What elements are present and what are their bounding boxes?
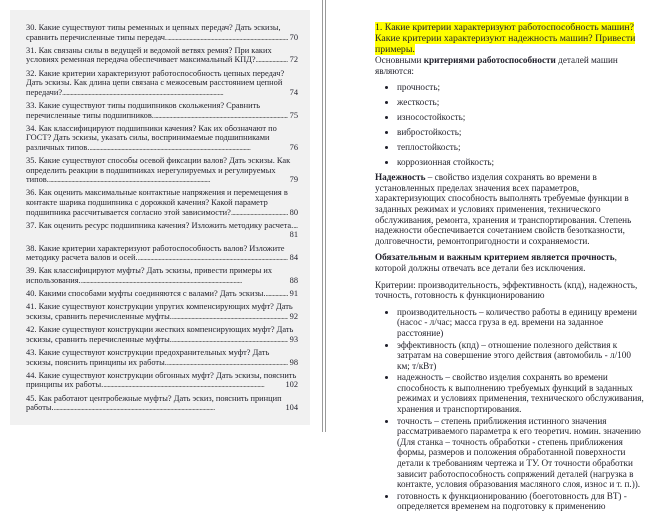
toc-page-number: 104 bbox=[285, 403, 298, 413]
intro-text: Основными bbox=[375, 55, 424, 65]
toc-page-number: 74 bbox=[289, 87, 298, 97]
toc-page bbox=[10, 10, 310, 425]
intro-bold: критериями работоспособности bbox=[423, 55, 556, 65]
toc-entry[interactable] bbox=[26, 124, 298, 153]
toc-page-number: 88 bbox=[289, 276, 298, 285]
toc-entry[interactable] bbox=[26, 156, 298, 185]
toc-entry[interactable] bbox=[26, 289, 298, 299]
toc-entry-text: 39. Как классифицируют муфты? Дать эскизы, привести примеры их использования. . . . bbox=[26, 266, 272, 285]
toc-entry[interactable] bbox=[26, 325, 298, 344]
toc-entry-text: 40. Какими способами муфты соединяются с валами? Дать эскизы. . . . bbox=[26, 289, 266, 298]
toc-page-number: 80 bbox=[289, 207, 298, 217]
toc-entry[interactable] bbox=[26, 394, 298, 413]
toc-entry-text: 33. Какие существуют типы подшипников скольжения? Сравнить перечисленные типы подшипников. . . . bbox=[26, 101, 260, 120]
toc-page-number: 84 bbox=[289, 253, 298, 263]
toc-entry-text: 43. Какие существуют конструкции предохранительных муфт? Дать эскизы, пояснить принципы их работы. . . . bbox=[26, 348, 269, 367]
list-item: • жесткость; bbox=[397, 97, 645, 107]
criteria-list bbox=[375, 82, 645, 167]
toc-page-number: 79 bbox=[289, 175, 298, 185]
list-item: • производительность – количество работы в единицу времени (насос - л/час; масса груза в ед. времени на заданное расстояние) bbox=[397, 307, 645, 339]
toc-entry[interactable] bbox=[26, 266, 298, 285]
section-heading bbox=[375, 22, 645, 55]
strength-text: , которой должны отвечать все детали без исключения. bbox=[375, 252, 617, 273]
list-item: • прочность; bbox=[397, 82, 645, 92]
list-item: • износостойкость; bbox=[397, 112, 645, 122]
toc-page-number: 93 bbox=[289, 334, 298, 344]
list-item: • надежность – свойство изделия сохранять во времени способность к выполнению требуемых функций в заданных режимах и условиях применения, технического обслуживания, хранения и транспортирования. bbox=[397, 372, 645, 414]
toc-page-number: 92 bbox=[289, 311, 298, 321]
toc-page-number: 76 bbox=[289, 142, 298, 152]
toc-page-number: 75 bbox=[289, 110, 298, 120]
toc-entry-text: 36. Как оценить максимальные контактные напряжения и перемещения в контакте шарика подшипника с дорожкой качения? Какой параметр подшипника рассчитывается согласно этой зависимости? . . . bbox=[26, 188, 288, 216]
reliability-paragraph bbox=[375, 172, 645, 246]
toc-entry[interactable] bbox=[26, 101, 298, 120]
toc-entry-text: 31. Как связаны силы в ведущей и ведомой ветвях ремня? При каких условиях ременная передача обеспечивает максимальный КПД? . . . bbox=[26, 46, 272, 65]
toc-entry[interactable] bbox=[26, 221, 298, 240]
reliability-term: Надежность bbox=[375, 172, 426, 183]
toc-page-number: 70 bbox=[289, 32, 298, 42]
toc-entry-text: 42. Какие существуют конструкции жестких компенсирующих муфт? Дать эскизы, сравнить перечисленные муфты. . . . bbox=[26, 325, 293, 344]
list-item: • коррозионная стойкость; bbox=[397, 157, 645, 167]
strength-paragraph bbox=[375, 252, 645, 273]
toc-entry-text: 37. Как оценить ресурс подшипника качения? Изложить методику расчета. . . . bbox=[26, 221, 293, 230]
intro-paragraph bbox=[375, 55, 645, 76]
toc-entry[interactable] bbox=[26, 371, 298, 390]
toc-entry[interactable] bbox=[26, 348, 298, 367]
toc-entry[interactable] bbox=[26, 302, 298, 321]
toc-page-number: 81 bbox=[289, 230, 298, 240]
toc-entry-text: 41. Какие существуют конструкции упругих компенсирующих муфт? Дать эскизы, сравнить перечисленные муфты. . . . bbox=[26, 302, 293, 321]
list-item: • готовность к функционированию (боеготовность для ВТ) - определяется временем на подготовку к применению bbox=[397, 491, 645, 512]
intro-text-end: деталей машин являются: bbox=[375, 55, 618, 76]
toc-page-number: 91 bbox=[289, 289, 298, 299]
toc-page-number: 72 bbox=[289, 55, 298, 65]
toc-page-number: 102 bbox=[285, 380, 298, 390]
toc-entry-text: 44. Какие существуют конструкции обгонных муфт? Дать эскизы, пояснить принципы их работы. . . . bbox=[26, 371, 296, 390]
list-item: • теплостойкость; bbox=[397, 142, 645, 152]
toc-entry-text: 30. Какие существуют типы ременных и цепных передач? Дать эскизы, сравнить перечисленные типы передач. . . . bbox=[26, 23, 281, 42]
reliability-text: – свойство изделия сохранять во времени в установленных пределах значения всех параметров, характеризующих способность выполнять требуемые функции в заданных режимах и условиях применения, технического обслуживания, ремонта, хранения и транспортирования. Степень надежности обеспечивается сочетанием свойств безотказности, долговечности, ремонтопригодности и сохраняемости. bbox=[375, 172, 632, 246]
toc-entry[interactable] bbox=[26, 46, 298, 65]
toc-entry[interactable] bbox=[26, 188, 298, 217]
toc-entry[interactable] bbox=[26, 23, 298, 42]
toc-entry-text: 35. Какие существуют способы осевой фиксации валов? Дать эскизы. Как определить реакции в подшипниках нерегулируемых и регулируемых типов. . . . bbox=[26, 156, 290, 184]
criteria2-intro: Критерии: производительность, эффективность (кпд), надежность, точность, готовность к функционированию bbox=[375, 279, 638, 301]
strength-term: Обязательным и важным критерием является прочность bbox=[375, 252, 615, 263]
list-item: • точность – степень приближения истинного значения рассматриваемого параметра к его теоретич. номин. значению (Для станка – точность обработки - степень приближения формы, размеров и положения обработанной поверхности детали к требованиям чертежа и ТУ. От точности обработки зависит работоспособность сопряжений деталей (нагрузка в контакте, условия образования масляного слоя, износ и т. п.)). bbox=[397, 416, 645, 490]
highlighted-heading: 1. Какие критерии характеризуют работоспособность машин? Какие критерии характеризуют надежность машин? Привести примеры. bbox=[375, 22, 636, 55]
page-divider bbox=[322, 0, 326, 432]
toc-entry-text: 34. Как классифицируют подшипники качения? Как их обозначают по ГОСТ? Дать эскизы, указать силы, воспринимаемые подшипниками различных типов. . . . bbox=[26, 124, 277, 152]
list-item: • эффективность (кпд) – отношение полезного действия к затратам на совершение этого действия (автомобиль - л/100 км; т/кВт) bbox=[397, 340, 645, 372]
table-of-contents bbox=[26, 23, 298, 416]
toc-entry[interactable] bbox=[26, 69, 298, 98]
toc-entry-text: 32. Какие критерии характеризуют работоспособность цепных передач? Дать эскизы. Как длина цепи связана с межосевым расстоянием цепной передачи? . . . bbox=[26, 69, 284, 97]
criteria2-list bbox=[375, 307, 645, 512]
content-page bbox=[375, 22, 645, 517]
toc-entry-text: 38. Какие критерии характеризуют работоспособность валов? Изложите методику расчета валов и осей. . . . bbox=[26, 244, 284, 263]
list-item: • вибростойкость; bbox=[397, 127, 645, 137]
toc-entry[interactable] bbox=[26, 244, 298, 263]
toc-page-number: 98 bbox=[289, 357, 298, 367]
toc-entry-text: 45. Как работают центробежные муфты? Дать эскиз, пояснить принцип работы. . . . bbox=[26, 394, 282, 413]
